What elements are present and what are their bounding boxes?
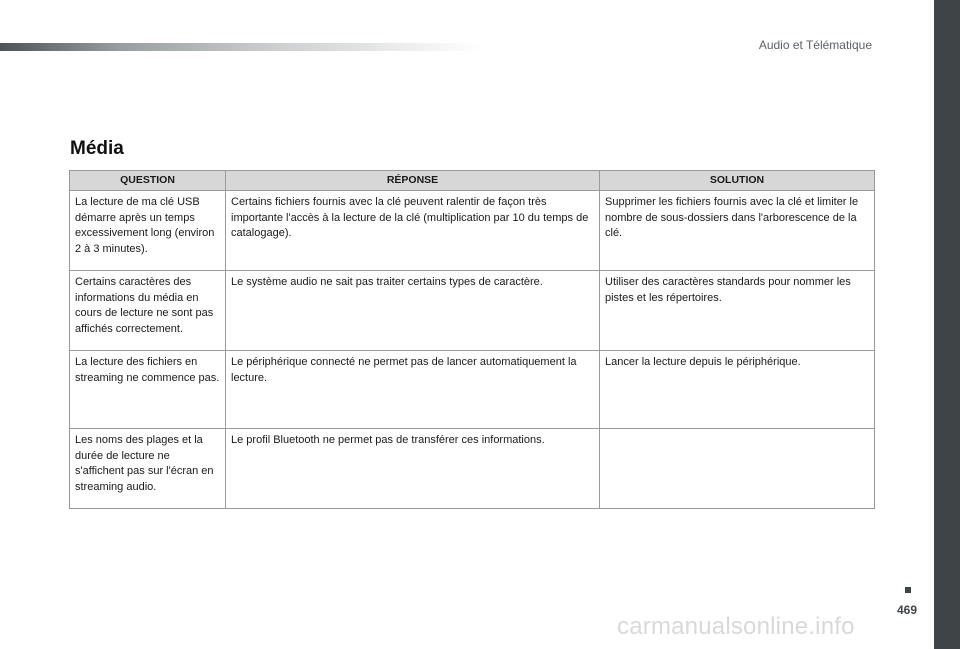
solution-cell: Lancer la lecture depuis le périphérique. <box>600 351 875 429</box>
column-header-question: QUESTION <box>70 171 226 191</box>
header-gradient-bar <box>0 43 480 51</box>
page-title: Média <box>70 138 124 159</box>
answer-cell: Certains fichiers fournis avec la clé peuvent ralentir de façon très importante l'accès à la lecture de la clé (multiplication par 10 du temps de catalogage). <box>226 191 600 271</box>
solution-cell: Utiliser des caractères standards pour nommer les pistes et les répertoires. <box>600 271 875 351</box>
table-row <box>70 351 875 429</box>
answer-cell: Le profil Bluetooth ne permet pas de transférer ces informations. <box>226 429 600 509</box>
table-row <box>70 271 875 351</box>
table-row <box>70 191 875 271</box>
chapter-side-strip <box>934 0 960 649</box>
question-cell: La lecture des fichiers en streaming ne commence pas. <box>70 351 226 429</box>
watermark: carmanualsonline.info <box>617 613 855 640</box>
answer-cell: Le système audio ne sait pas traiter certains types de caractère. <box>226 271 600 351</box>
question-cell: La lecture de ma clé USB démarre après un temps excessivement long (environ 2 à 3 minutes). <box>70 191 226 271</box>
column-header-answer: RÉPONSE <box>226 171 600 191</box>
solution-cell: Supprimer les fichiers fournis avec la clé et limiter le nombre de sous-dossiers dans l'arborescence de la clé. <box>600 191 875 271</box>
question-cell: Les noms des plages et la durée de lecture ne s'affichent pas sur l'écran en streaming audio. <box>70 429 226 509</box>
answer-cell: Le périphérique connecté ne permet pas de lancer automatiquement la lecture. <box>226 351 600 429</box>
question-cell: Certains caractères des informations du média en cours de lecture ne sont pas affichés correctement. <box>70 271 226 351</box>
section-header: Audio et Télématique <box>758 38 872 52</box>
page-number: 469 <box>897 603 918 617</box>
solution-cell <box>600 429 875 509</box>
table-header-row <box>70 171 875 191</box>
page-marker-icon <box>905 587 911 593</box>
table-row <box>70 429 875 509</box>
column-header-solution: SOLUTION <box>600 171 875 191</box>
faq-table <box>69 170 875 509</box>
